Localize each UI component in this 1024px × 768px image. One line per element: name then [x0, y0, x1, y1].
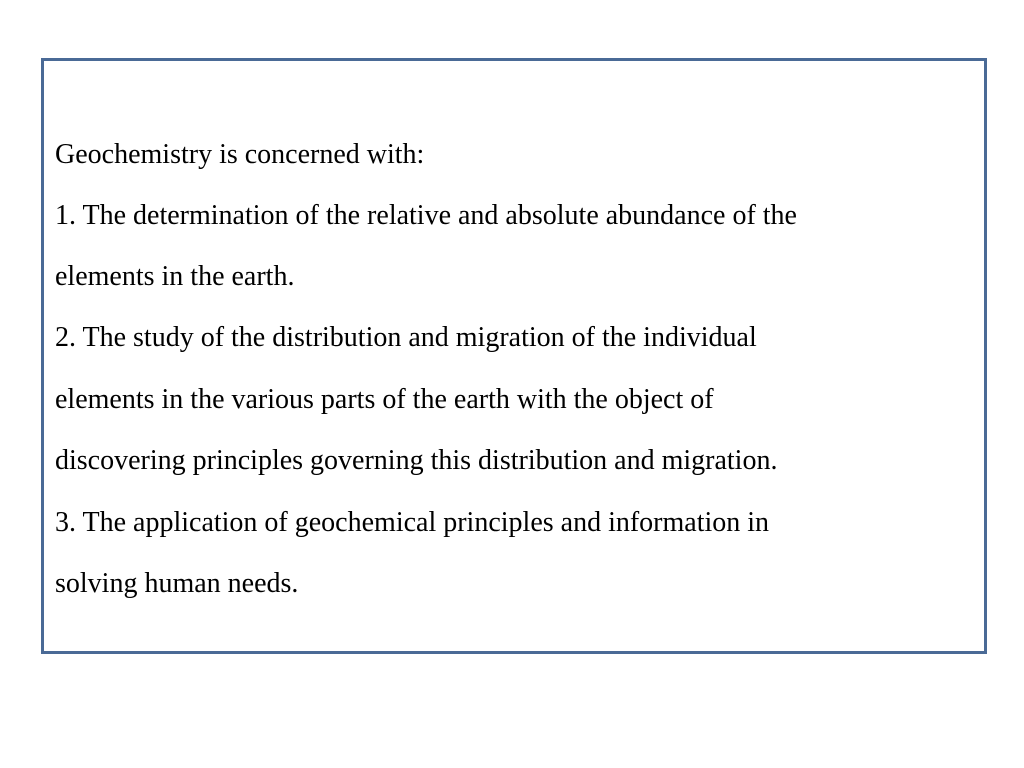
item-1-line-1: 1. The determination of the relative and absolute abundance of the — [55, 200, 797, 231]
item-3-line-1: 3. The application of geochemical principles and information in — [55, 507, 770, 538]
item-2-line-3: discovering principles governing this distribution and migration. — [55, 445, 778, 476]
item-3-line-2: solving human needs. — [55, 568, 299, 599]
bordered-text-box — [41, 58, 987, 654]
intro-line: Geochemistry is concerned with: — [55, 139, 425, 170]
item-2-line-2: elements in the various parts of the earth with the object of — [55, 384, 714, 415]
item-1-line-2: elements in the earth. — [55, 261, 295, 292]
item-2-line-1: 2. The study of the distribution and migration of the individual — [55, 322, 757, 353]
